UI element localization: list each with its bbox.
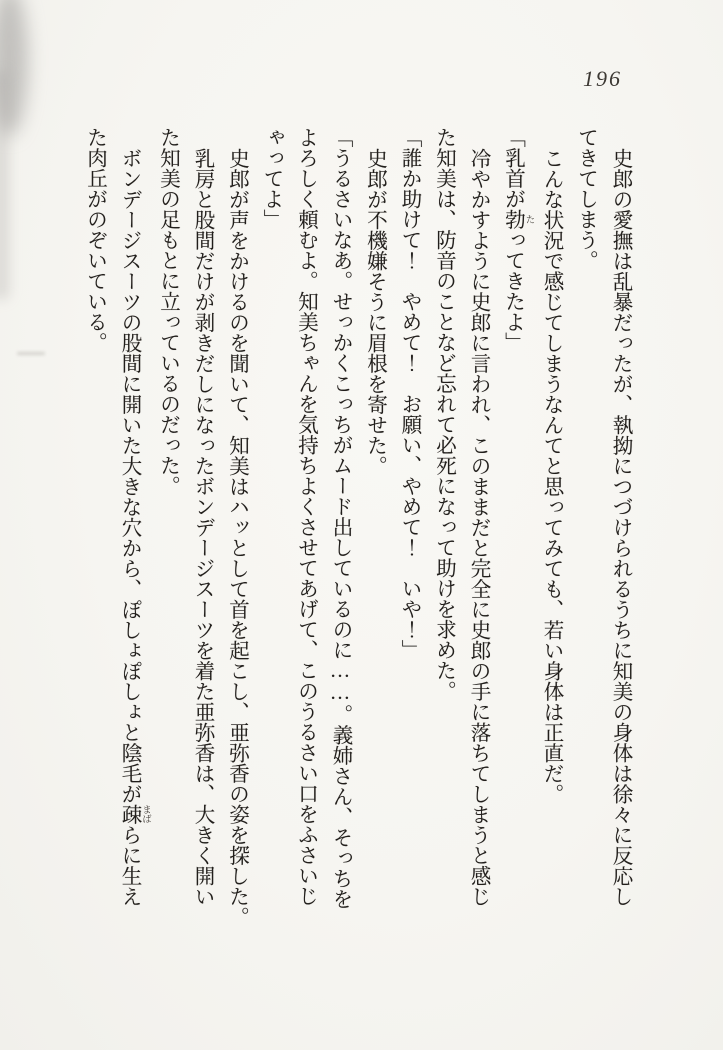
body-text — [85, 127, 637, 943]
page-number: 196 — [583, 66, 622, 91]
text-line: てきてしまう。 — [574, 127, 597, 271]
scan-smudge-left-edge — [0, 70, 9, 300]
furigana-annotated-kanji: 疎 まば — [118, 803, 150, 824]
text-line: 冷やかすように史郎に言われ、このままだと完全に史郎の手に落ちてしまうと感じ — [467, 147, 489, 906]
text-line: こんな状況で感じてしまうなんてと思ってみても、若い身体は正直だ。 — [540, 147, 562, 804]
text-line: た肉丘がのぞいている。 — [83, 127, 106, 353]
text-line: よろしく頼むよ。知美ちゃんを気持ちよくさせてあげて、このうるさい口をふさいじ — [294, 127, 317, 906]
text-line: 「うるさいなあ。せっかくこっちがムード出しているのに……。義姉さん、そっちを — [329, 127, 351, 909]
text-line: た知美は、防音のことなど忘れて必死になって助けを求めた。 — [432, 127, 455, 701]
text-line: た知美の足もとに立っているのだった。 — [156, 127, 179, 496]
text-line: 「誰か助けて！ やめて！ お願い、やめて！ いや！」 — [398, 127, 420, 660]
text-line: 史郎が不機嫌そうに眉根を寄せた。 — [363, 147, 386, 476]
furigana-annotated-kanji: 勃 た — [501, 209, 534, 230]
text-line: 史郎が声をかけるのを聞いて、知美はハッとして首を起こし、亜弥香の姿を探した。 — [225, 147, 248, 927]
text-line: 「乳首が勃 たってきたよ」 — [501, 127, 534, 353]
text-line: 乳房と股間だけが剥きだしになったボンデージスーツを着た亜弥香は、大きく開い — [191, 147, 213, 906]
scan-mark-left — [17, 352, 45, 355]
text-line: ボンデージスーツの股間に開いた大きな穴から、ぽしょぽしょと陰毛が疎 まばらに生え — [118, 147, 150, 906]
text-line: 史郎の愛撫は乱暴だったが、執拗につづけられるうちに知美の身体は徐々に反応し — [609, 147, 631, 906]
text-line: ゃってよ」 — [260, 127, 282, 230]
